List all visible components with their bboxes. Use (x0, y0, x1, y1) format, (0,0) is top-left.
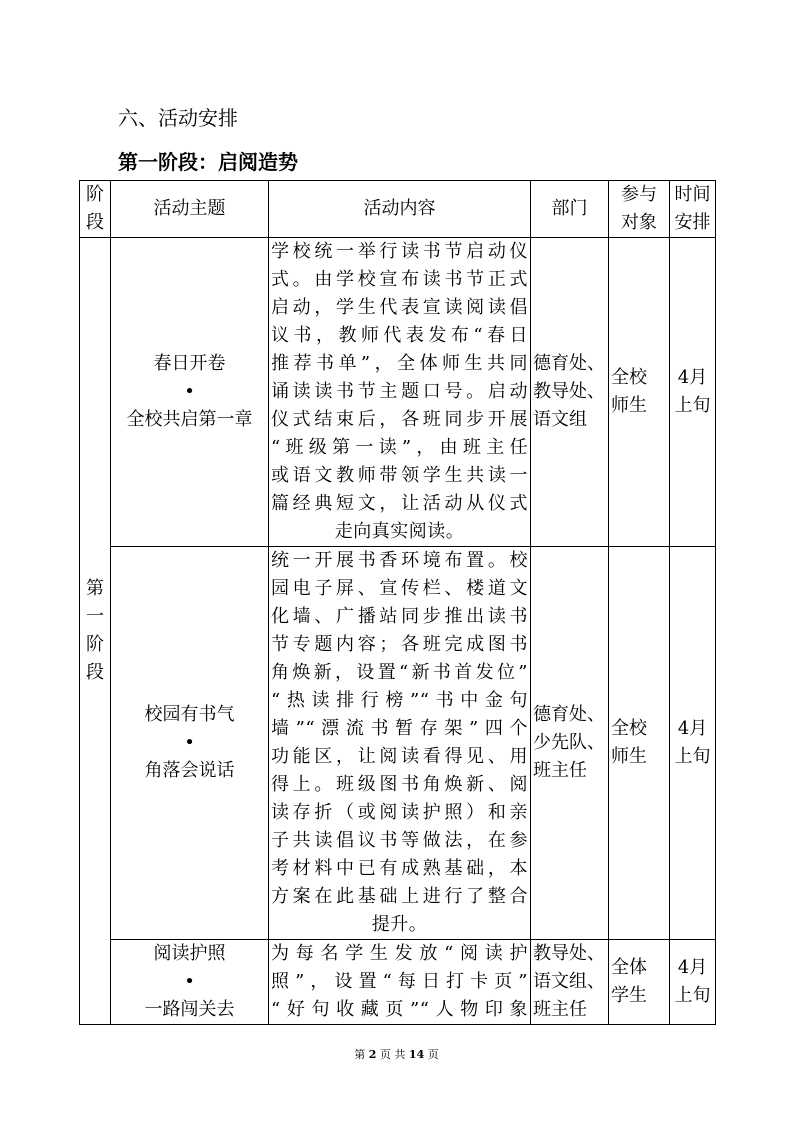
time-cell (670, 238, 716, 547)
participants-cell (609, 940, 670, 1025)
dept-cell-line: 教导处、 (533, 943, 605, 964)
dept-cell-line: 语文组 (533, 409, 587, 430)
content-cell-line: 功能区，让阅读看得见、用 (271, 746, 528, 767)
dept-cell (531, 940, 609, 1025)
theme-cell-line: 角落会说话 (144, 760, 235, 781)
content-cell-line: “班级第一读”，由班主任 (271, 437, 528, 458)
content-cell-line: 得上。班级图书角焕新、阅 (271, 774, 528, 795)
participants-cell-line: 师生 (611, 746, 647, 767)
time-cell-line: 4月 (677, 367, 708, 388)
table-row (80, 547, 716, 940)
content-cell-line: 诵读读书节主题口号。启动 (271, 381, 528, 402)
theme-cell-line: • (184, 381, 195, 402)
content-cell-line: 读存折（或阅读护照）和亲 (271, 802, 528, 823)
dept-cell-line: 语文组、 (533, 971, 605, 992)
content-cell-line: 为每名学生发放“阅读护 (271, 943, 528, 964)
header-content: 活动内容 (269, 181, 531, 238)
time-cell-line: 上旬 (674, 985, 711, 1006)
stage-label-char: 阶 (86, 634, 104, 655)
content-cell-line: 提升。 (371, 914, 428, 935)
dept-cell (531, 238, 609, 547)
stage-label-char: 一 (86, 606, 104, 627)
content-cell-line: “热读排行榜”“书中金句 (271, 690, 528, 711)
content-cell-line: 园电子屏、宣传栏、楼道文 (271, 578, 528, 599)
content-cell-line: 篇经典短文，让活动从仪式 (271, 493, 528, 514)
participants-cell-line: 学生 (611, 985, 647, 1006)
participants-cell-line: 师生 (611, 395, 647, 416)
table-header-row (80, 181, 716, 238)
content-cell-line: 或语文教师带领学生共读一 (271, 465, 528, 486)
header-text: 安排 (674, 212, 711, 233)
header-text: 参与 (621, 184, 657, 205)
header-theme: 活动主题 (111, 181, 269, 238)
participants-cell-line: 全体 (611, 957, 647, 978)
content-cell-line: 墙”“漂流书暂存架”四个 (271, 718, 528, 739)
activity-table (79, 180, 716, 1025)
time-cell-line: 4月 (677, 957, 708, 978)
content-cell-line: 启动，学生代表宣读阅读倡 (271, 297, 528, 318)
dept-cell (531, 547, 609, 940)
theme-cell-line: 春日开卷 (153, 353, 226, 374)
theme-cell (111, 238, 269, 547)
footer-text: 页 (427, 1048, 439, 1061)
content-cell-line: 推荐书单”，全体师生共同 (271, 353, 528, 374)
time-cell (670, 940, 716, 1025)
content-cell-line: 式。由学校宣布读书节正式 (271, 269, 528, 290)
theme-cell-line: • (184, 732, 195, 753)
footer-page: 2 (368, 1048, 377, 1061)
theme-cell-line: • (184, 971, 195, 992)
time-cell-line: 上旬 (674, 395, 711, 416)
dept-cell-line: 教导处、 (533, 381, 605, 402)
header-text: 对象 (621, 212, 657, 233)
header-stage (80, 181, 111, 238)
header-text: 阶 (86, 184, 104, 205)
dept-cell-line: 班主任 (533, 999, 587, 1020)
time-cell-line: 4月 (677, 718, 708, 739)
header-time (670, 181, 716, 238)
content-cell-line: 学校统一举行读书节启动仪 (271, 241, 528, 262)
theme-cell (111, 940, 269, 1025)
time-cell (670, 547, 716, 940)
content-cell-line: 子共读倡议书等做法，在参 (271, 830, 528, 851)
footer-text: 第 (354, 1048, 366, 1061)
footer-total: 14 (408, 1048, 425, 1061)
participants-cell (609, 547, 670, 940)
content-cell-line: 方案在此基础上进行了整合 (271, 886, 528, 907)
theme-cell-line: 一路闯关去 (144, 999, 235, 1020)
content-cell (269, 547, 531, 940)
header-dept: 部门 (531, 181, 609, 238)
theme-cell-line: 校园有书气 (144, 704, 235, 725)
content-cell-line: “好句收藏页”“人物印象 (271, 999, 528, 1020)
participants-cell (609, 238, 670, 547)
content-cell-line: 统一开展书香环境布置。校 (271, 550, 528, 571)
content-cell-line: 角焕新，设置“新书首发位” (271, 662, 528, 683)
dept-cell-line: 德育处、 (533, 353, 605, 374)
stage-label-char: 第 (86, 578, 104, 599)
participants-cell-line: 全校 (611, 367, 647, 388)
header-text: 段 (86, 212, 104, 233)
content-cell-line: 照”，设置“每日打卡页” (271, 971, 528, 992)
content-cell-line: 走向真实阅读。 (334, 521, 465, 542)
dept-cell-line: 班主任 (533, 760, 587, 781)
content-cell-line: 议书，教师代表发布“春日 (271, 325, 528, 346)
header-participants (609, 181, 670, 238)
table-row (80, 940, 716, 1025)
content-cell-line: 仪式结束后，各班同步开展 (271, 409, 528, 430)
content-cell (269, 238, 531, 547)
time-cell-line: 上旬 (674, 746, 711, 767)
content-cell-line: 化墙、广播站同步推出读书 (271, 606, 528, 627)
table-row (80, 238, 716, 547)
theme-cell-line: 阅读护照 (153, 943, 226, 964)
header-text: 时间 (674, 184, 711, 205)
content-cell-line: 节专题内容；各班完成图书 (271, 634, 528, 655)
stage-title: 第一阶段：启阅造势 (118, 150, 298, 174)
content-cell-line: 考材料中已有成熟基础，本 (271, 858, 528, 879)
theme-cell (111, 547, 269, 940)
content-cell (269, 940, 531, 1025)
dept-cell-line: 少先队、 (533, 732, 605, 753)
footer-text: 页 共 (379, 1048, 406, 1061)
stage-label-char: 段 (86, 662, 104, 683)
page-footer (0, 1046, 793, 1062)
dept-cell-line: 德育处、 (533, 704, 605, 725)
stage-cell (80, 238, 111, 1025)
section-title: 六、活动安排 (118, 106, 238, 130)
theme-cell-line: 全校共启第一章 (126, 409, 253, 430)
participants-cell-line: 全校 (611, 718, 647, 739)
